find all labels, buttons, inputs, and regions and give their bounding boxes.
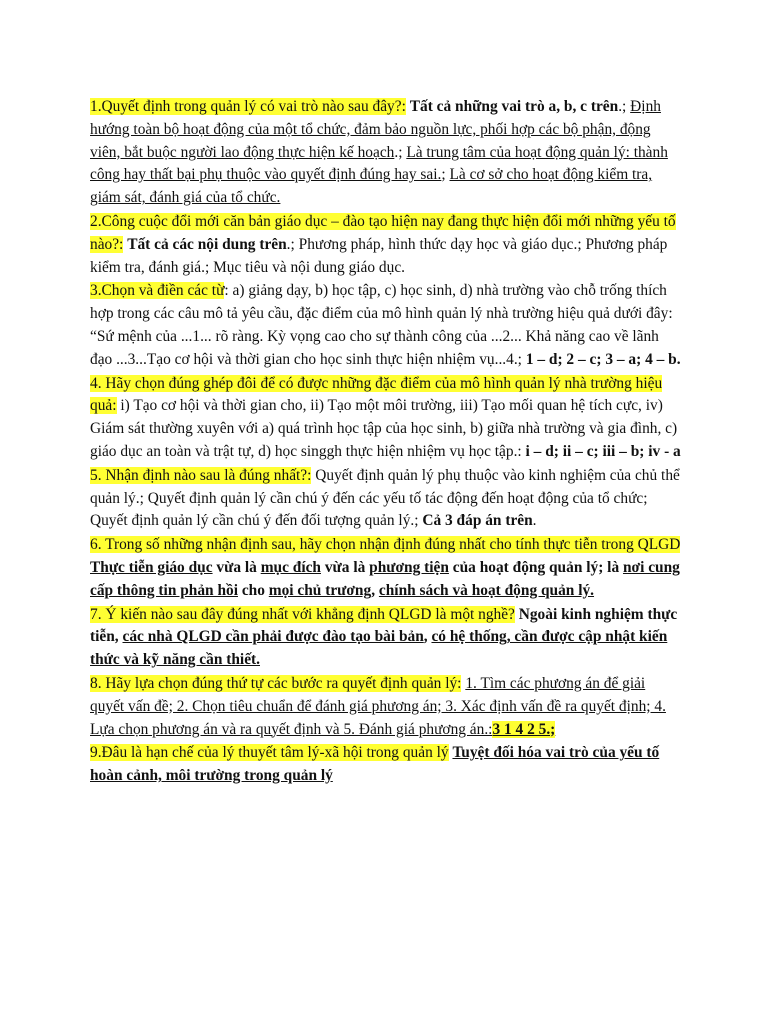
question-3-run: 3.Chọn và điền các từ: [90, 282, 225, 300]
question-6: [90, 534, 682, 602]
question-6-run: nơi cung cấp thông tin phản hồi: [90, 558, 680, 599]
question-6-run: phương tiện: [369, 558, 449, 576]
question-5-run: 5. Nhận định nào sau là đúng nhất?:: [90, 466, 312, 484]
question-1-run: .;: [618, 98, 631, 115]
question-8-run: 1. Tìm các phương án để giải quyết vấn đề; 2. Chọn tiêu chuẩn để đánh giá phương án; 3. Xác định vấn đề ra quyết định; 4. Lựa chọn phương án và ra quyết định và 5. Đánh giá phương án.:: [90, 674, 666, 738]
question-1-run: Định hướng toàn bộ hoạt động của một tổ chức, đảm bảo nguồn lực, phối hợp các bộ phận, động viên, bắt buộc người lao động thực hiện kế hoạch: [90, 98, 661, 161]
question-2-run: .; Phương pháp, hình thức dạy học và giáo dục.; Phương pháp kiểm tra, đánh giá.; Mục tiêu và nội dung giáo dục.: [90, 235, 668, 276]
question-8-run: 8. Hãy lựa chọn đúng thứ tự các bước ra quyết định quản lý:: [90, 674, 462, 692]
question-7-run: có hệ thống, cần được cập nhật kiến thức và kỹ năng cần thiết.: [90, 628, 668, 669]
question-2-run: 2.Công cuộc đổi mới căn bản giáo dục – đào tạo hiện nay đang thực hiện đổi mới những yếu tố nào?:: [90, 212, 676, 253]
question-2-run: Tất cả các nội dung trên: [127, 235, 287, 253]
question-7: [90, 604, 682, 672]
question-6-run: mọi chủ trương: [268, 581, 372, 599]
question-6-run: cho: [237, 581, 269, 599]
question-9-run: Tuyệt đối hóa vai trò của yếu tố hoàn cảnh, môi trường trong quản lý: [90, 744, 660, 785]
question-3: [90, 280, 682, 371]
question-5: [90, 465, 682, 533]
question-8-run: 3 1 4 2 5.;: [492, 720, 556, 738]
question-1-run: Là trung tâm của hoạt động quản lý: thành công hay thất bại phụ thuộc vào quyết định đúng hay sai.: [90, 143, 668, 184]
question-5-run: Cả 3 đáp án trên: [422, 512, 533, 530]
question-4-run: 4. Hãy chọn đúng ghép đôi để có được những đặc điểm của mô hình quản lý nhà trường hiệu quả:: [90, 374, 663, 415]
question-5-run: .: [532, 512, 537, 530]
question-2: [90, 211, 682, 279]
question-6-run: chính sách và hoạt động quản lý.: [378, 581, 595, 599]
question-1: [90, 96, 682, 210]
question-7-run: ,: [423, 628, 432, 646]
question-4: [90, 373, 682, 464]
question-4-run: i) Tạo cơ hội và thời gian cho, ii) Tạo một môi trường, iii) Tạo mối quan hệ tích cực, iv) Giám sát thường xuyên với a) quá trình học tập của học sinh, b) giữa nhà trường và gia đình, c) giáo dục an toàn và trật tự, d) học singgh thực hiện nhiệm vụ học tập.:: [90, 397, 678, 460]
question-4-run: i – d; ii – c; iii – b; iv - a: [525, 442, 681, 460]
question-7-run: Ngoài kinh nghiệm thực tiễn,: [90, 605, 678, 646]
question-7-run: 7. Ý kiến nào sau đây đúng nhất với khẳng định QLGD là một nghề?: [90, 605, 515, 623]
question-9-run: 9.Đâu là hạn chế của lý thuyết tâm lý-xã hội trong quản lý: [90, 744, 449, 762]
question-9: [90, 742, 682, 788]
question-8: [90, 673, 682, 741]
question-6-run: vừa là: [212, 558, 261, 576]
question-3-run: : a) giảng dạy, b) học tập, c) học sinh, d) nhà trường vào chỗ trống thích hợp trong các câu mô tả yêu cầu, đặc điểm của mô hình quản lý nhà trường hiệu quả dưới đây: “Sứ mệnh của ...1... rõ ràng. Kỳ vọng cao cho sự thành công của ...2... Khả năng cao về lãnh đạo ...3...Tạo cơ hội và thời gian cho học sinh thực hiện nhiệm vụ...4.;: [90, 282, 673, 368]
question-6-run: 6. Trong số những nhận định sau, hãy chọn nhận định đúng nhất cho tính thực tiễn trong QLGD: [90, 536, 681, 554]
question-3-run: 1 – d; 2 – c; 3 – a; 4 – b.: [525, 350, 681, 368]
question-7-run: các nhà QLGD cần phải được đào tạo bài bản: [122, 628, 424, 646]
question-1-run: 1.Quyết định trong quản lý có vai trò nào sau đây?:: [90, 98, 406, 115]
question-1-run: Tất cả những vai trò a, b, c trên: [409, 98, 619, 115]
question-6-run: của hoạt động quản lý; là: [448, 558, 623, 576]
question-5-run: Quyết định quản lý phụ thuộc vào kinh nghiệm của chủ thể quản lý.; Quyết định quản lý cần chú ý đến các yếu tố tác động đến hoạt động của tổ chức; Quyết định quản lý cần chú ý đến đối tượng quản lý.;: [90, 466, 680, 530]
question-1-run: Là cơ sở cho hoạt động kiểm tra, giám sát, đánh giá của tổ chức.: [90, 166, 653, 207]
question-1-run: .;: [394, 143, 407, 161]
question-6-run: vừa là: [321, 558, 370, 576]
document-page: [90, 96, 682, 789]
question-6-run: mục đích: [260, 558, 321, 576]
question-1-run: ;: [441, 166, 450, 184]
question-6-run: Thực tiễn giáo dục: [90, 558, 213, 576]
question-6-run: ,: [371, 581, 379, 599]
